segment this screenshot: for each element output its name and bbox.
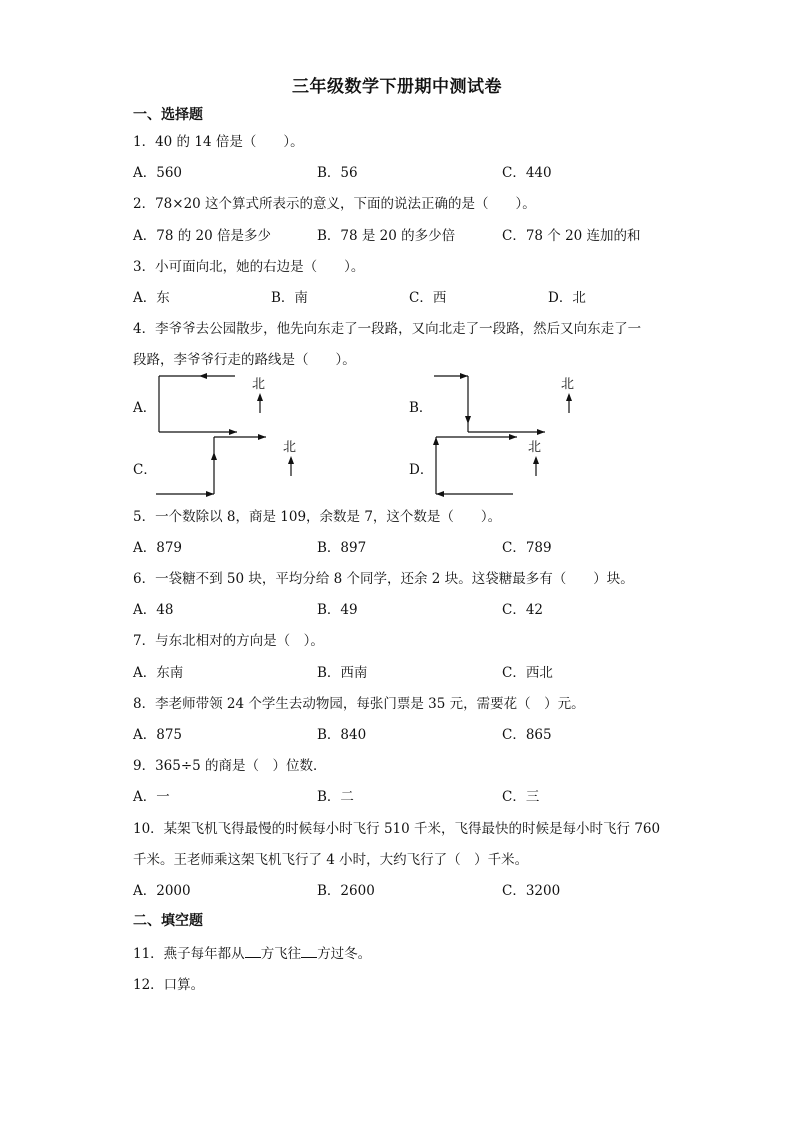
question-7-option-c: C．西北 <box>502 665 553 681</box>
question-5-option-b: B．897 <box>317 540 367 556</box>
question-10-stem-line-1: 10．某架飞机飞得最慢的时候每小时飞行 510 千米，飞得最快的时候是每小时飞行 760 <box>133 821 661 837</box>
question-5-option-a: A．879 <box>133 540 183 556</box>
question-5-stem: 5．一个数除以 8，商是 109，余数是 7，这个数是（ ）。 <box>133 509 502 525</box>
question-3-option-d: D．北 <box>548 290 586 306</box>
section-heading-choice: 一、选择题 <box>133 107 203 123</box>
question-6-option-a: A．48 <box>133 602 174 618</box>
page-title: 三年级数学下册期中测试卷 <box>292 77 502 97</box>
route-diagram-b <box>434 373 545 435</box>
question-1-option-b: B．56 <box>317 165 358 181</box>
question-4-option-b: B． <box>409 400 433 416</box>
question-2-option-c: C．78 个 20 连加的和 <box>502 228 641 244</box>
question-3-option-c: C．西 <box>409 290 447 306</box>
answer-blank[interactable] <box>245 945 261 958</box>
route-diagram-c <box>156 434 266 497</box>
question-3-option-b: B．南 <box>271 290 308 306</box>
question-11 <box>133 942 371 962</box>
question-8-option-a: A．875 <box>133 727 183 743</box>
question-9-option-b: B．二 <box>317 789 354 805</box>
question-7-option-b: B．西南 <box>317 665 368 681</box>
question-8-option-b: B．840 <box>317 727 367 743</box>
question-4-option-d: D． <box>409 462 434 478</box>
question-2-option-b: B．78 是 20 的多少倍 <box>317 228 456 244</box>
question-1-option-c: C．440 <box>502 165 552 181</box>
north-label: 北 <box>561 377 575 392</box>
north-label: 北 <box>283 440 297 455</box>
question-3-option-a: A．东 <box>133 290 170 306</box>
north-marker-d <box>528 440 541 476</box>
question-3-stem: 3．小可面向北，她的右边是（ ）。 <box>133 259 365 275</box>
question-6-option-c: C．42 <box>502 602 544 618</box>
question-6-stem: 6．一袋糖不到 50 块，平均分给 8 个同学，还余 2 块。这袋糖最多有（ ）块。 <box>133 571 634 587</box>
question-2-stem: 2．78×20 这个算式所表示的意义，下面的说法正确的是（ ）。 <box>133 196 536 212</box>
question-2-option-a: A．78 的 20 倍是多少 <box>133 228 271 244</box>
question-5-option-c: C．789 <box>502 540 552 556</box>
question-10-option-b: B．2600 <box>317 883 375 899</box>
north-label: 北 <box>528 440 542 455</box>
question-8-stem: 8．李老师带领 24 个学生去动物园，每张门票是 35 元，需要花（ ）元。 <box>133 696 585 712</box>
north-marker-a <box>252 377 265 413</box>
north-label: 北 <box>252 377 266 392</box>
north-marker-b <box>561 377 574 413</box>
question-4-stem-line-1: 4．李爷爷去公园散步，他先向东走了一段路，又向北走了一段路，然后又向东走了一 <box>133 321 642 337</box>
question-11-part-2: 方飞往 <box>260 946 302 962</box>
question-1-option-a: A．560 <box>133 165 183 181</box>
question-9-stem: 9．365÷5 的商是（ ）位数． <box>133 758 327 774</box>
question-11-part-1: 11．燕子每年都从 <box>133 946 245 962</box>
question-9-option-a: A．一 <box>133 789 170 805</box>
question-4-option-c: C． <box>133 462 157 478</box>
question-1-stem: 1．40 的 14 倍是（ ）。 <box>133 134 304 150</box>
question-7-option-a: A．东南 <box>133 665 184 681</box>
question-10-option-a: A．2000 <box>133 883 191 899</box>
route-diagram-a <box>159 373 237 435</box>
question-10-option-c: C．3200 <box>502 883 561 899</box>
question-9-option-c: C．三 <box>502 789 540 805</box>
question-12-stem: 12．口算。 <box>133 977 205 993</box>
question-4-option-a: A． <box>133 400 157 416</box>
question-7-stem: 7．与东北相对的方向是（ ）。 <box>133 633 324 649</box>
route-diagram-d <box>433 434 517 497</box>
answer-blank[interactable] <box>301 945 317 958</box>
section-heading-fill: 二、填空题 <box>133 913 203 929</box>
question-8-option-c: C．865 <box>502 727 552 743</box>
question-6-option-b: B．49 <box>317 602 358 618</box>
question-10-stem-line-2: 千米。王老师乘这架飞机飞行了 4 小时，大约飞行了（ ）千米。 <box>133 852 529 868</box>
question-4-stem-line-2: 段路，李爷爷行走的路线是（ ）。 <box>133 352 356 368</box>
north-marker-c <box>283 440 296 476</box>
question-11-part-3: 方过冬。 <box>317 946 372 962</box>
